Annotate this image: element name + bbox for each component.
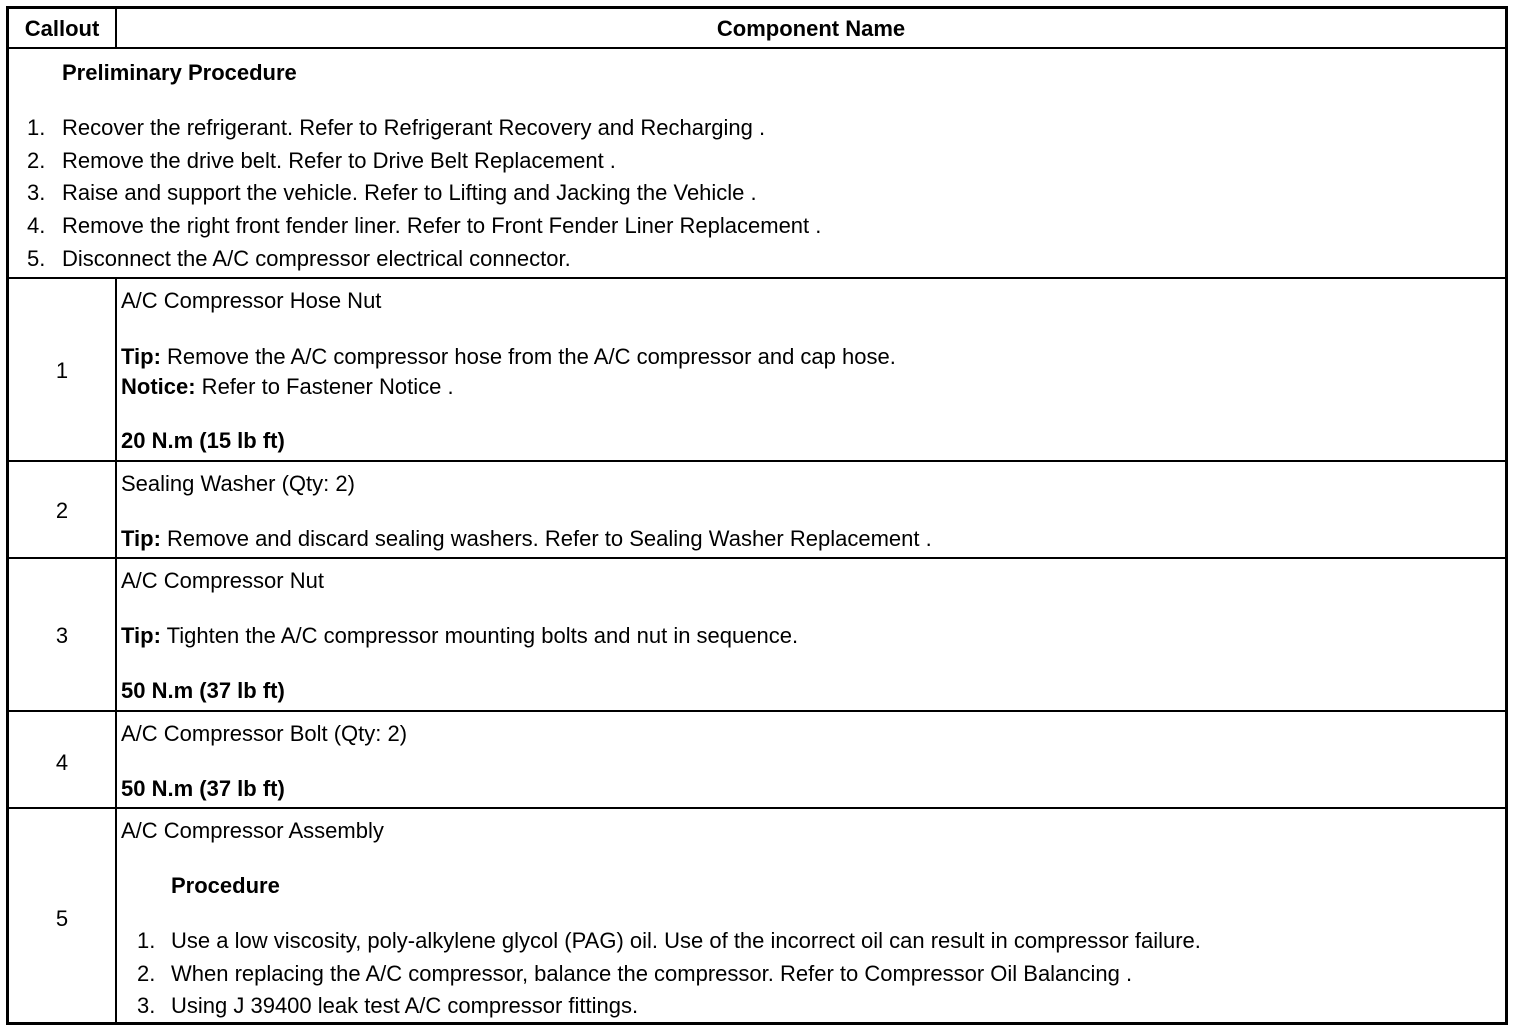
list-item-number: 3.	[27, 180, 46, 205]
table-row	[9, 809, 1505, 1022]
list-item-number: 2.	[137, 961, 156, 986]
callout-number: 2	[55, 498, 69, 523]
torque-spec: 20 N.m (15 lb ft)	[121, 428, 285, 453]
component-name: A/C Compressor Bolt (Qty: 2)	[121, 721, 408, 746]
list-item-number: 5.	[27, 246, 46, 271]
column-divider	[115, 809, 117, 1022]
preliminary-procedure-row	[9, 49, 1505, 279]
table-row	[9, 462, 1505, 559]
tip-label: Tip:	[121, 623, 161, 648]
tip-text	[121, 526, 932, 552]
list-item-number: 1.	[137, 928, 156, 953]
table-header-row	[9, 9, 1505, 49]
column-divider	[115, 712, 117, 807]
list-item: Recover the refrigerant. Refer to Refrigerant Recovery and Recharging .	[62, 115, 766, 140]
component-name: A/C Compressor Assembly	[121, 818, 384, 843]
list-item: Remove the drive belt. Refer to Drive Belt Replacement .	[62, 148, 616, 173]
table-row	[9, 279, 1505, 462]
tip-label: Tip:	[121, 526, 161, 551]
tip-body: Tighten the A/C compressor mounting bolts and nut in sequence.	[160, 623, 799, 648]
list-item-number: 4.	[27, 213, 46, 238]
list-item: Disconnect the A/C compressor electrical connector.	[62, 246, 571, 271]
list-item: Using J 39400 leak test A/C compressor fittings.	[171, 993, 639, 1018]
column-divider	[115, 559, 117, 710]
list-item: Use a low viscosity, poly-alkylene glycol (PAG) oil. Use of the incorrect oil can result in compressor failure.	[171, 928, 1201, 953]
callout-number: 3	[55, 623, 69, 648]
tip-label: Tip:	[121, 344, 161, 369]
tip-body: Remove the A/C compressor hose from the A/C compressor and cap hose.	[160, 344, 896, 369]
notice-text	[121, 374, 454, 400]
table-row	[9, 559, 1505, 712]
component-name: A/C Compressor Hose Nut	[121, 288, 382, 313]
column-divider	[115, 462, 117, 557]
torque-spec: 50 N.m (37 lb ft)	[121, 678, 285, 703]
column-divider	[115, 279, 117, 460]
torque-spec: 50 N.m (37 lb ft)	[121, 776, 285, 801]
component-name: Sealing Washer (Qty: 2)	[121, 471, 355, 496]
callout-header: Callout	[24, 16, 100, 41]
list-item-number: 3.	[137, 993, 156, 1018]
callout-number: 4	[55, 750, 69, 775]
callout-number: 1	[55, 358, 69, 383]
component-name-header: Component Name	[716, 16, 906, 41]
procedure-title: Procedure	[171, 873, 280, 898]
list-item-number: 2.	[27, 148, 46, 173]
callout-number: 5	[55, 906, 69, 931]
notice-label: Notice:	[121, 374, 196, 399]
tip-text	[121, 344, 896, 370]
notice-body: Refer to Fastener Notice .	[195, 374, 454, 399]
list-item: Remove the right front fender liner. Refer to Front Fender Liner Replacement .	[62, 213, 822, 238]
list-item-number: 1.	[27, 115, 46, 140]
component-name: A/C Compressor Nut	[121, 568, 324, 593]
tip-text	[121, 623, 798, 649]
component-table	[6, 6, 1508, 1025]
list-item: Raise and support the vehicle. Refer to Lifting and Jacking the Vehicle .	[62, 180, 757, 205]
table-row	[9, 712, 1505, 809]
tip-body: Remove and discard sealing washers. Refer to Sealing Washer Replacement .	[160, 526, 932, 551]
list-item: When replacing the A/C compressor, balance the compressor. Refer to Compressor Oil Balancing .	[171, 961, 1133, 986]
preliminary-procedure-title: Preliminary Procedure	[62, 60, 297, 85]
